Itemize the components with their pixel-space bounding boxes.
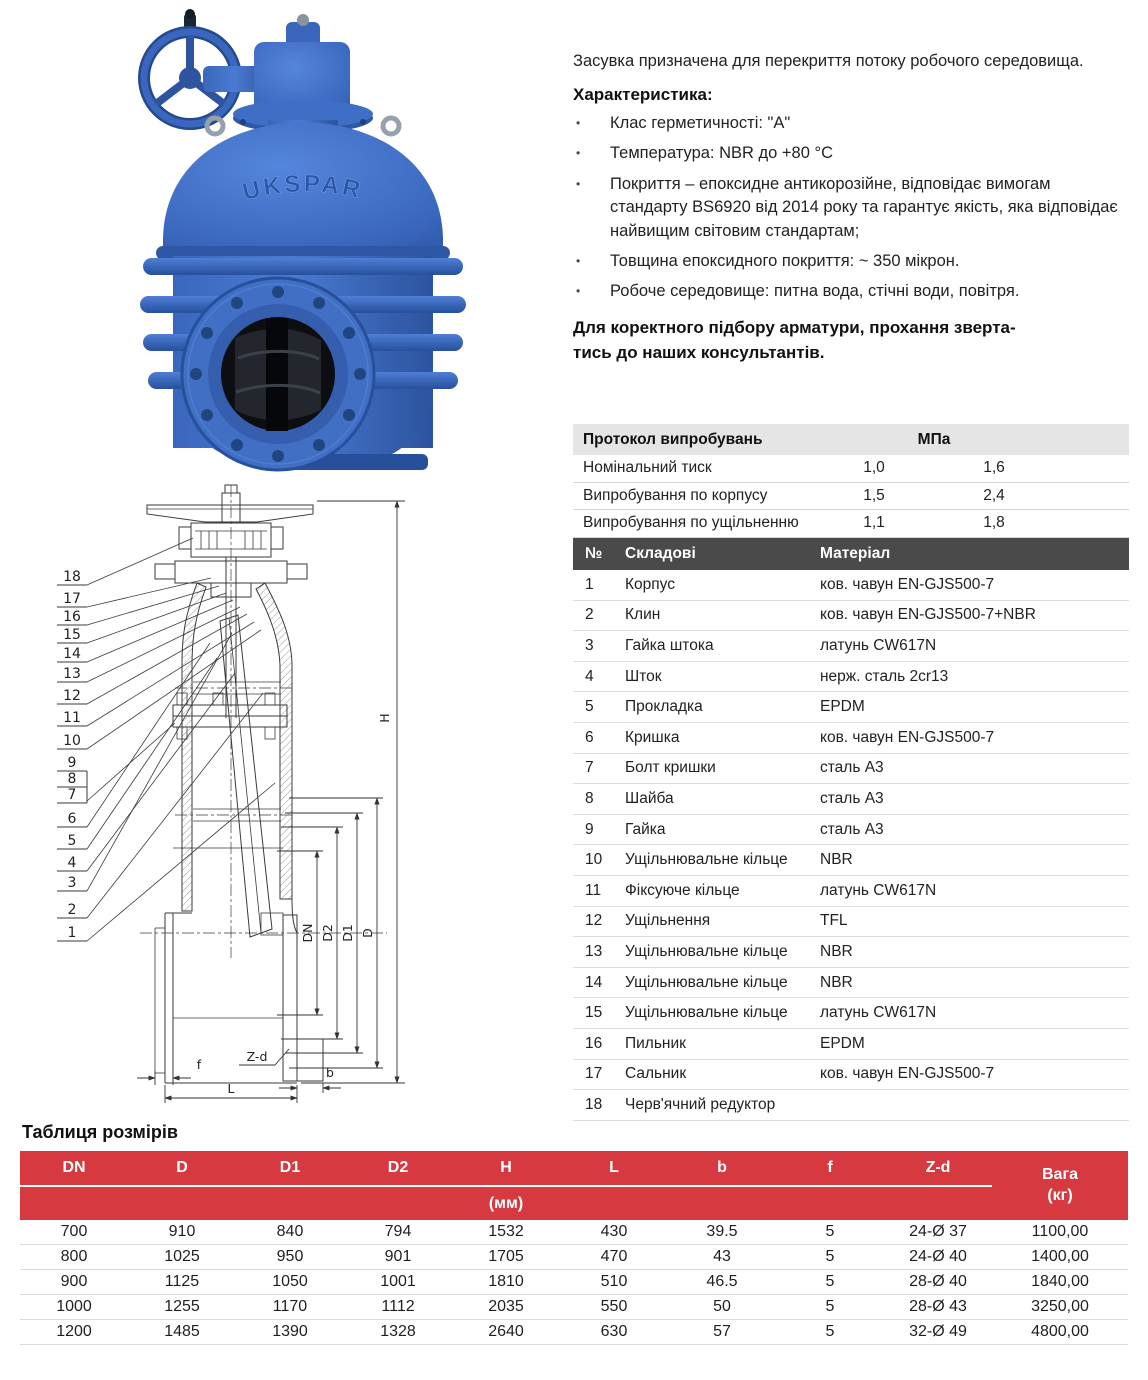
component-material: латунь CW617N [820, 1004, 937, 1022]
dims-cell: 5 [776, 1295, 884, 1320]
callout-leader [87, 614, 247, 704]
protocol-row [573, 510, 1129, 538]
dims-cell: 24-Ø 40 [884, 1245, 992, 1270]
dims-cell: 28-Ø 40 [884, 1270, 992, 1295]
component-material: нерж. сталь 2cr13 [820, 667, 949, 685]
dims-cell: 5 [776, 1245, 884, 1270]
dims-cell: 5 [776, 1220, 884, 1245]
dimensions-section [20, 1122, 1128, 1345]
dims-cell: 5 [776, 1320, 884, 1345]
component-material: EPDM [820, 1034, 865, 1052]
drawing-callout-number: 8 [67, 771, 77, 787]
dims-cell: 28-Ø 43 [884, 1295, 992, 1320]
component-num: 6 [585, 728, 594, 746]
dims-cell: 510 [560, 1270, 668, 1295]
component-part: Корпус [625, 575, 675, 593]
dims-col-header: L [560, 1151, 668, 1187]
bullet-item: • Клас герметичності: "А" [573, 112, 1129, 135]
drawing-callout-number: 6 [67, 811, 77, 827]
dims-cell: 1050 [236, 1270, 344, 1295]
dim-label-zd: Z-d [246, 1049, 268, 1064]
dims-cell: 46.5 [668, 1270, 776, 1295]
component-part: Клин [625, 606, 661, 624]
protocol-value: 1,8 [983, 514, 1005, 532]
component-material: NBR [820, 973, 853, 991]
dims-weight-unit: (кг) [1047, 1186, 1073, 1204]
dims-col-header: b [668, 1151, 776, 1187]
component-material: TFL [820, 912, 848, 930]
dims-cell: 43 [668, 1245, 776, 1270]
component-row [573, 907, 1129, 938]
component-num: 1 [585, 575, 594, 593]
callout-leader [87, 658, 217, 849]
component-part: Гайка штока [625, 636, 714, 654]
dims-row [20, 1220, 1128, 1245]
component-row [573, 570, 1129, 601]
component-part: Черв'ячний редуктор [625, 1095, 776, 1113]
dimensions-table [20, 1151, 1128, 1345]
protocol-value: 1,5 [863, 486, 885, 504]
dim-label-l: L [227, 1081, 235, 1096]
dims-cell: 1390 [236, 1320, 344, 1345]
protocol-header [573, 424, 1129, 455]
technical-drawing-svg [25, 483, 530, 1128]
component-part: Шайба [625, 789, 674, 807]
protocol-value: 2,4 [983, 486, 1005, 504]
dims-cell: 800 [20, 1245, 128, 1270]
valve-section [147, 485, 323, 1083]
component-row [573, 1029, 1129, 1060]
component-row [573, 754, 1129, 785]
dims-row [20, 1270, 1128, 1295]
components-header-part: Складові [625, 545, 696, 562]
drawing-callout-number: 13 [63, 666, 81, 682]
callout-bracket [87, 723, 175, 803]
characteristics-list [573, 112, 1129, 304]
callout-leader [87, 600, 233, 662]
dims-col-header: f [776, 1151, 884, 1187]
dims-cell: 2640 [452, 1320, 560, 1345]
component-material: ков. чавун EN-GJS500-7 [820, 575, 995, 593]
component-material: NBR [820, 942, 853, 960]
component-num: 16 [585, 1034, 603, 1052]
component-row [573, 968, 1129, 999]
drawing-callout-number: 1 [67, 925, 77, 941]
dims-body [20, 1220, 1128, 1345]
component-num: 14 [585, 973, 603, 991]
component-material: латунь CW617N [820, 881, 937, 899]
dims-cell: 57 [668, 1320, 776, 1345]
characteristics-title: Характеристика: [573, 84, 713, 104]
component-num: 17 [585, 1065, 603, 1083]
dim-label-d2: D2 [320, 924, 335, 942]
dims-cell: 50 [668, 1295, 776, 1320]
dims-cell: 1328 [344, 1320, 452, 1345]
component-row [573, 723, 1129, 754]
component-num: 8 [585, 789, 594, 807]
dimension-lines [137, 501, 405, 1103]
protocol-row-label: Номінальний тиск [583, 459, 712, 477]
front-flange [182, 278, 374, 470]
component-part: Гайка [625, 820, 666, 838]
drawing-centerlines [140, 485, 387, 958]
dims-unit-row [20, 1187, 1128, 1220]
component-part: Ущільнення [625, 912, 711, 930]
dims-weight-label: Вага [1041, 1165, 1078, 1183]
component-part: Фіксуюче кільце [625, 881, 740, 899]
component-part: Болт кришки [625, 759, 716, 777]
component-part: Ущільнювальне кільце [625, 851, 788, 869]
protocol-table [573, 424, 1129, 538]
dims-cell: 794 [344, 1220, 452, 1245]
product-photo [118, 6, 518, 476]
bullet-item: • Товщина епоксидного покриття: ~ 350 мікрон. [573, 250, 1129, 273]
component-num: 2 [585, 606, 594, 624]
dim-label-h: H [377, 713, 392, 723]
dims-weight-header [992, 1151, 1128, 1220]
component-row [573, 692, 1129, 723]
dims-cell: 1810 [452, 1270, 560, 1295]
dims-cell: 3250,00 [992, 1295, 1128, 1320]
dims-cell: 5 [776, 1270, 884, 1295]
bullet-item: • Температура: NBR до +80 °С [573, 142, 1129, 165]
component-row [573, 845, 1129, 876]
protocol-row [573, 483, 1129, 511]
dims-cell: 1840,00 [992, 1270, 1128, 1295]
protocol-body [573, 455, 1129, 538]
dims-cell: 1255 [128, 1295, 236, 1320]
dims-cell: 630 [560, 1320, 668, 1345]
dims-col-header: DN [20, 1151, 128, 1187]
component-material: латунь CW617N [820, 636, 937, 654]
component-part: Сальник [625, 1065, 687, 1083]
dims-cell: 1705 [452, 1245, 560, 1270]
drawing-callout-number: 12 [63, 688, 81, 704]
dims-cell: 430 [560, 1220, 668, 1245]
component-row [573, 876, 1129, 907]
dimensions-title: Таблиця розмірів [22, 1122, 178, 1142]
dims-cell: 900 [20, 1270, 128, 1295]
callout-leader [87, 783, 275, 941]
dim-label-f: f [196, 1057, 202, 1072]
dims-header-row [20, 1151, 1128, 1187]
dims-cell: 1112 [344, 1295, 452, 1320]
dims-col-header: Z-d [884, 1151, 992, 1187]
drawing-callout-number: 9 [67, 755, 77, 771]
component-material: сталь А3 [820, 759, 884, 777]
dims-col-header: D2 [344, 1151, 452, 1187]
drawing-callout-number: 18 [63, 569, 81, 585]
component-row [573, 1060, 1129, 1091]
intro-text: Засувка призначена для перекриття потоку робочого середовища. [573, 52, 1084, 70]
dims-cell: 901 [344, 1245, 452, 1270]
callout-leader [87, 593, 226, 643]
component-row [573, 784, 1129, 815]
component-row [573, 815, 1129, 846]
component-row [573, 937, 1129, 968]
bullet-item: • Робоче середовище: питна вода, стічні води, повітря. [573, 280, 1129, 303]
bonnet-dome [156, 122, 450, 260]
dims-cell: 1200 [20, 1320, 128, 1345]
components-header [573, 538, 1129, 570]
component-row [573, 662, 1129, 693]
component-num: 7 [585, 759, 594, 777]
component-part: Ущільнювальне кільце [625, 942, 788, 960]
component-num: 3 [585, 636, 594, 654]
component-material: ков. чавун EN-GJS500-7+NBR [820, 606, 1036, 624]
callout-leader [87, 673, 235, 871]
dims-cell: 1400,00 [992, 1245, 1128, 1270]
drawing-callout-number: 5 [67, 833, 77, 849]
component-num: 11 [585, 881, 602, 899]
dims-unit-cell: (мм) [20, 1187, 992, 1220]
component-part: Шток [625, 667, 662, 685]
product-photo-svg [118, 6, 518, 476]
dims-cell: 39.5 [668, 1220, 776, 1245]
component-num: 15 [585, 1004, 603, 1022]
description-block [573, 50, 1129, 365]
dims-cell: 1125 [128, 1270, 236, 1295]
dims-row [20, 1245, 1128, 1270]
dims-cell: 1025 [128, 1245, 236, 1270]
dims-cell: 1100,00 [992, 1220, 1128, 1245]
callouts-group [57, 538, 275, 941]
dims-col-header: H [452, 1151, 560, 1187]
dims-cell: 1001 [344, 1270, 452, 1295]
protocol-value: 1,1 [863, 514, 885, 532]
drawing-callout-number: 14 [63, 646, 81, 662]
components-table [573, 538, 1129, 1121]
protocol-row [573, 455, 1129, 483]
component-num: 12 [585, 912, 603, 930]
protocol-unit: МПа [917, 430, 951, 448]
dims-col-header: D [128, 1151, 236, 1187]
dims-cell: 1532 [452, 1220, 560, 1245]
dims-cell: 1170 [236, 1295, 344, 1320]
component-row [573, 1090, 1129, 1121]
note-text [573, 316, 1129, 365]
component-num: 4 [585, 667, 594, 685]
dims-cell: 2035 [452, 1295, 560, 1320]
component-part: Прокладка [625, 698, 703, 716]
component-num: 18 [585, 1095, 603, 1113]
brand-text: UKSPAR [239, 170, 366, 206]
component-num: 10 [585, 851, 603, 869]
drawing-callout-number: 11 [63, 710, 81, 726]
component-material: ков. чавун EN-GJS500-7 [820, 728, 995, 746]
dim-label-d: D [360, 928, 375, 938]
components-body [573, 570, 1129, 1121]
dims-cell: 950 [236, 1245, 344, 1270]
component-material: NBR [820, 851, 853, 869]
component-material: сталь А3 [820, 789, 884, 807]
component-num: 13 [585, 942, 603, 960]
dims-cell: 910 [128, 1220, 236, 1245]
note-line2: тись до наших консультантів. [573, 342, 825, 362]
component-material: EPDM [820, 698, 865, 716]
technical-drawing [25, 483, 530, 1131]
component-num: 9 [585, 820, 594, 838]
dims-cell: 1000 [20, 1295, 128, 1320]
protocol-row-label: Випробування по ущільненню [583, 514, 799, 532]
component-row [573, 998, 1129, 1029]
note-line1: Для коректного підбору арматури, прохання зверта- [573, 317, 1016, 337]
protocol-row-label: Випробування по корпусу [583, 486, 768, 504]
component-num: 5 [585, 698, 594, 716]
dims-row [20, 1295, 1128, 1320]
drawing-callout-number: 16 [63, 609, 81, 625]
dims-cell: 700 [20, 1220, 128, 1245]
components-header-num: № [585, 545, 603, 562]
drawing-callout-number: 15 [63, 627, 81, 643]
dims-cell: 840 [236, 1220, 344, 1245]
drawing-callout-number: 7 [67, 787, 77, 803]
dims-cell: 1485 [128, 1320, 236, 1345]
component-row [573, 631, 1129, 662]
protocol-value: 1,6 [983, 459, 1005, 477]
bullet-item: • Покриття – епоксидне антикорозійне, відповідає вимогам стандарту BS6920 від 2014 року та гарантує якість, яка відповідає найвищим світовим стандартам; [573, 173, 1129, 243]
drawing-callout-number: 10 [63, 733, 81, 749]
component-part: Ущільнювальне кільце [625, 1004, 788, 1022]
dims-cell: 32-Ø 49 [884, 1320, 992, 1345]
drawing-callout-number: 2 [67, 902, 77, 918]
component-part: Пильник [625, 1034, 686, 1052]
component-row [573, 601, 1129, 632]
dims-row [20, 1320, 1128, 1345]
dims-col-header: D1 [236, 1151, 344, 1187]
component-part: Кришка [625, 728, 680, 746]
dim-label-dn: DN [300, 923, 315, 943]
component-material: сталь А3 [820, 820, 884, 838]
protocol-title: Протокол випробувань [583, 430, 763, 448]
dims-cell: 24-Ø 37 [884, 1220, 992, 1245]
dim-label-b: b [326, 1065, 334, 1080]
drawing-callout-number: 4 [67, 855, 77, 871]
drawing-callout-number: 3 [67, 875, 77, 891]
dims-cell: 4800,00 [992, 1320, 1128, 1345]
dim-label-d1: D1 [340, 924, 355, 942]
protocol-value: 1,0 [863, 459, 885, 477]
component-part: Ущільнювальне кільце [625, 973, 788, 991]
components-header-material: Матеріал [820, 545, 891, 562]
drawing-callout-number: 17 [63, 591, 81, 607]
component-material: ков. чавун EN-GJS500-7 [820, 1065, 995, 1083]
dims-cell: 550 [560, 1295, 668, 1320]
dims-cell: 470 [560, 1245, 668, 1270]
